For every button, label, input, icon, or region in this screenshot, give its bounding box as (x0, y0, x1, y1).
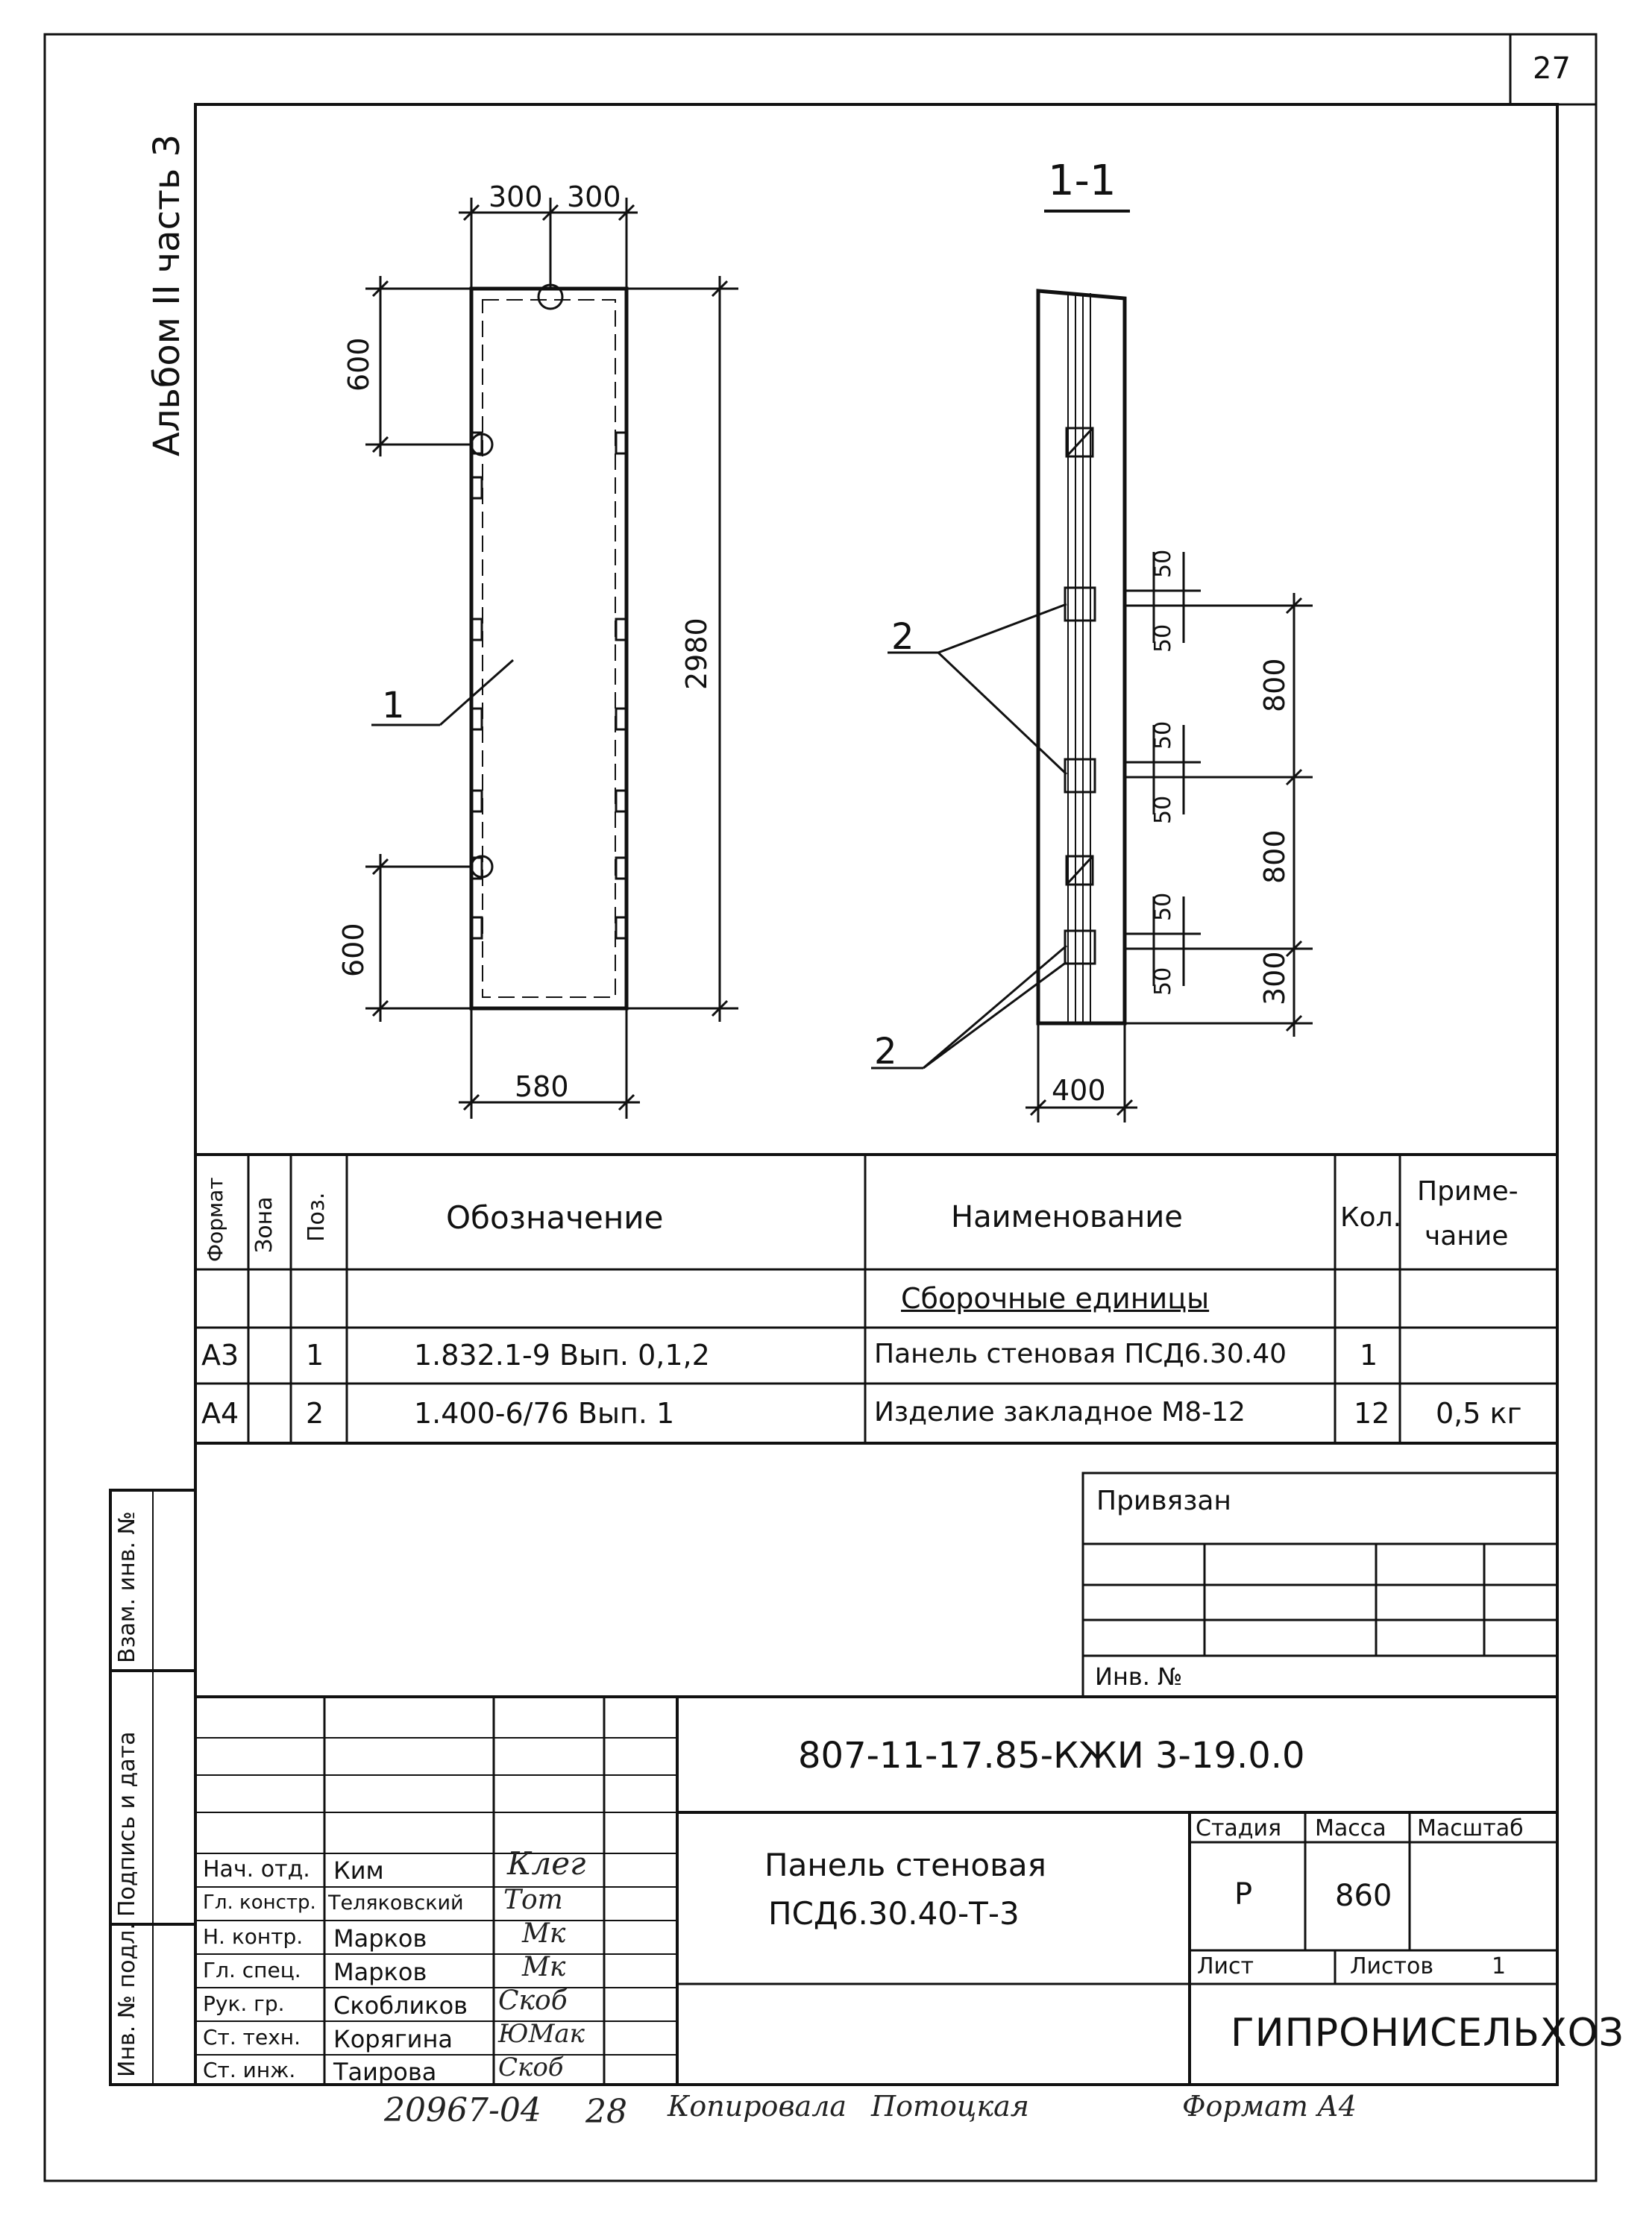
staff-role-3: Н. контр. (203, 1924, 304, 1949)
row1-name: Панель стеновая ПСД6.30.40 (874, 1339, 1287, 1369)
signature-6: ЮМак (498, 2019, 585, 2049)
row1-qty: 1 (1360, 1339, 1378, 1372)
staff-role-5: Рук. гр. (203, 1991, 285, 2016)
stage-value: Р (1234, 1877, 1253, 1912)
staff-name-6: Корягина (333, 2025, 453, 2053)
sheets-label: Листов (1350, 1953, 1434, 1979)
dim-upper-left: 600 (342, 337, 375, 392)
row2-name: Изделие закладное М8-12 (874, 1397, 1246, 1428)
footer-format: Формат А4 (1182, 2090, 1357, 2123)
row2-qty: 12 (1354, 1397, 1390, 1430)
spacing-dim-1: 800 (1258, 658, 1291, 712)
dim-height: 2980 (680, 618, 713, 690)
small-dim-1: 50 (1150, 549, 1176, 578)
strip-inv-podl: Инв. № подл. (114, 1923, 140, 2077)
spacing-dim-2: 800 (1258, 829, 1291, 884)
row1-format: А3 (201, 1339, 239, 1372)
strip-vzam-inv: Взам. инв. № (114, 1511, 140, 1663)
small-dim-5: 50 (1150, 892, 1176, 921)
staff-name-3: Марков (333, 1924, 427, 1953)
dim-top-right: 300 (567, 180, 621, 213)
callout-2-lower: 2 (874, 1031, 897, 1073)
staff-name-2: Теляковский (328, 1891, 464, 1915)
small-dim-3: 50 (1150, 720, 1176, 750)
staff-role-1: Нач. отд. (203, 1856, 310, 1882)
header-designation: Обозначение (446, 1199, 664, 1236)
dim-lower-left: 600 (337, 923, 370, 977)
header-format: Формат (203, 1177, 227, 1262)
callout-1: 1 (382, 685, 405, 726)
sheet-label: Лист (1197, 1953, 1254, 1979)
inv-label: Инв. № (1095, 1662, 1183, 1691)
staff-role-7: Ст. инж. (203, 2058, 296, 2082)
section-dim-width: 400 (1052, 1074, 1106, 1107)
section-label: 1-1 (1048, 157, 1116, 205)
signature-5: Скоб (498, 1985, 568, 2016)
small-dim-6: 50 (1150, 967, 1176, 996)
header-pos: Поз. (304, 1192, 330, 1242)
header-name: Наименование (951, 1200, 1183, 1234)
header-zone: Зона (251, 1196, 277, 1253)
scale-label: Масштаб (1417, 1815, 1524, 1841)
binding-title: Привязан (1096, 1486, 1231, 1516)
footer-copier: Потоцкая (871, 2090, 1029, 2123)
callout-2-upper: 2 (891, 616, 914, 658)
staff-name-7: Таирова (333, 2058, 437, 2086)
dim-top-left: 300 (489, 180, 543, 213)
mass-label: Масса (1315, 1815, 1386, 1841)
footer-number: 20967-04 (384, 2091, 541, 2129)
staff-role-2: Гл. констр. (203, 1891, 316, 1914)
footer-copied: Копировала (668, 2090, 847, 2123)
panel-front-view (471, 285, 626, 1008)
dim-width: 580 (515, 1070, 569, 1103)
footer-number-2: 28 (585, 2093, 627, 2131)
page-number: 27 (1533, 51, 1571, 86)
row2-note: 0,5 кг (1436, 1397, 1522, 1430)
panel-name-2: ПСД6.30.40-Т-3 (768, 1895, 1020, 1932)
header-note-2: чание (1425, 1221, 1509, 1252)
row1-pos: 1 (306, 1339, 324, 1372)
inner-frame (195, 104, 1557, 2085)
header-qty: Кол. (1340, 1202, 1402, 1233)
signature-3: Мк (522, 1918, 566, 1949)
sheets-value: 1 (1492, 1953, 1507, 1979)
signature-1: Клег (507, 1845, 586, 1882)
staff-name-5: Скобликов (333, 1991, 468, 2020)
signature-4: Мк (522, 1952, 566, 1982)
panel-section-view (1038, 291, 1125, 1023)
staff-name-4: Марков (333, 1958, 427, 1986)
small-dim-2: 50 (1150, 624, 1176, 653)
row2-format: А4 (201, 1397, 239, 1430)
strip-signature-date: Подпись и дата (114, 1731, 140, 1917)
small-dim-4: 50 (1150, 795, 1176, 824)
document-code: 807-11-17.85-КЖИ 3-19.0.0 (798, 1735, 1305, 1777)
panel-name-1: Панель стеновая (764, 1847, 1046, 1883)
staff-role-6: Ст. техн. (203, 2025, 301, 2050)
section-dimensions (871, 549, 1313, 1122)
signature-2: Тот (503, 1885, 563, 1915)
mass-value: 860 (1335, 1879, 1392, 1913)
section-title: Сборочные единицы (901, 1282, 1210, 1315)
row2-designation: 1.400-6/76 Вып. 1 (414, 1397, 675, 1430)
organization: ГИПРОНИСЕЛЬХОЗ (1231, 2011, 1624, 2056)
staff-name-1: Ким (333, 1856, 384, 1885)
staff-role-4: Гл. спец. (203, 1958, 301, 1982)
album-title: Альбом II часть 3 (146, 134, 188, 456)
spacing-dim-3: 300 (1258, 951, 1291, 1005)
row2-pos: 2 (306, 1397, 324, 1430)
row1-designation: 1.832.1-9 Вып. 0,1,2 (414, 1339, 710, 1372)
header-note-1: Приме- (1417, 1176, 1518, 1207)
stage-label: Стадия (1196, 1815, 1282, 1841)
signature-7: Скоб (498, 2053, 564, 2082)
